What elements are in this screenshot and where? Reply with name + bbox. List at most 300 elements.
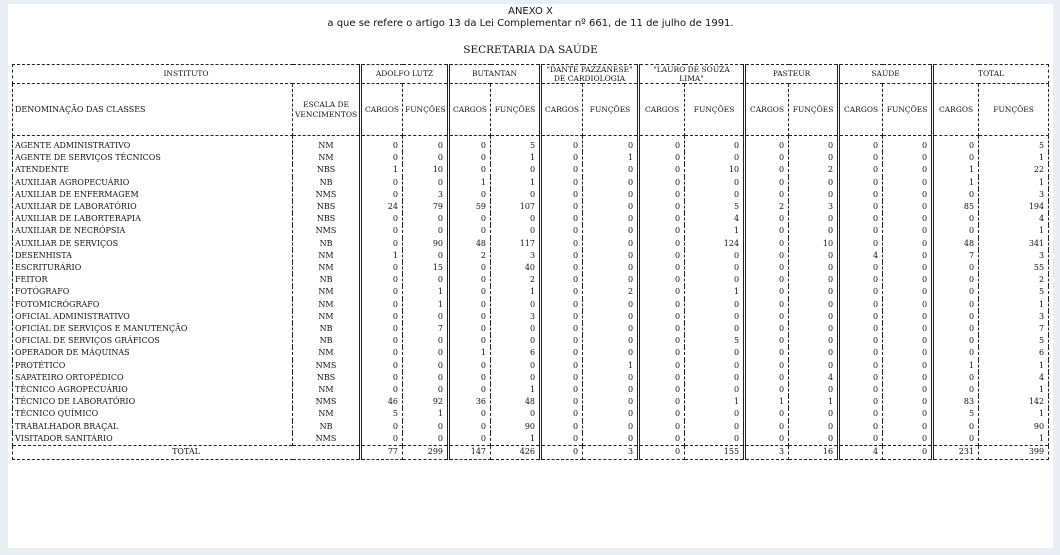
cargos-value-cell: 0	[839, 262, 883, 274]
cargos-value-cell: 46	[361, 396, 403, 408]
cargos-value-cell: 0	[361, 136, 403, 153]
funcoes-value-cell: 0	[883, 225, 933, 237]
cargos-value-cell: 85	[933, 201, 979, 213]
institute-header: "DANTE PAZZANESE" DE CARDIOLOGIA	[541, 65, 639, 84]
annex-title: ANEXO X	[508, 6, 553, 17]
cargos-value-cell: 0	[745, 286, 789, 298]
table-body	[13, 136, 1049, 446]
funcoes-value-cell: 2	[583, 286, 639, 298]
funcoes-header: FUNÇÕES	[789, 84, 839, 136]
cargos-value-cell: 0	[639, 250, 685, 262]
class-name-cell: DESENHISTA	[13, 250, 293, 262]
cargos-value-cell: 24	[361, 201, 403, 213]
cargos-total-cell: 231	[933, 446, 979, 460]
funcoes-value-cell: 0	[403, 250, 449, 262]
cargos-value-cell: 0	[839, 433, 883, 446]
table-row	[13, 323, 1049, 335]
funcoes-value-cell: 3	[789, 201, 839, 213]
cargos-value-cell: 0	[839, 286, 883, 298]
cargos-value-cell: 1	[745, 396, 789, 408]
funcoes-value-cell: 0	[685, 189, 745, 201]
denominacao-header: DENOMINAÇÃO DAS CLASSES	[13, 84, 293, 136]
salary-scale-cell: NB	[293, 274, 361, 286]
cargos-value-cell: 0	[449, 433, 491, 446]
cargos-value-cell: 0	[933, 299, 979, 311]
funcoes-value-cell: 0	[789, 250, 839, 262]
funcoes-value-cell: 15	[403, 262, 449, 274]
funcoes-value-cell: 0	[789, 299, 839, 311]
funcoes-value-cell: 124	[685, 238, 745, 250]
cargos-value-cell: 0	[639, 360, 685, 372]
funcoes-value-cell: 0	[883, 311, 933, 323]
cargos-value-cell: 0	[639, 372, 685, 384]
funcoes-header: FUNÇÕES	[491, 84, 541, 136]
funcoes-value-cell: 0	[583, 225, 639, 237]
salary-scale-cell: NMS	[293, 396, 361, 408]
funcoes-value-cell: 0	[403, 311, 449, 323]
cargos-value-cell: 0	[745, 177, 789, 189]
funcoes-value-cell: 2	[789, 164, 839, 176]
funcoes-value-cell: 3	[979, 311, 1049, 323]
funcoes-value-cell: 0	[789, 274, 839, 286]
funcoes-value-cell: 3	[491, 311, 541, 323]
cargos-header: CARGOS	[839, 84, 883, 136]
cargos-value-cell: 1	[361, 250, 403, 262]
cargos-value-cell: 0	[745, 372, 789, 384]
cargos-value-cell: 0	[745, 421, 789, 433]
cargos-value-cell: 0	[541, 433, 583, 446]
cargos-value-cell: 0	[449, 152, 491, 164]
cargos-value-cell: 0	[361, 152, 403, 164]
cargos-value-cell: 0	[449, 372, 491, 384]
salary-scale-cell: NBS	[293, 213, 361, 225]
institute-header: BUTANTAN	[449, 65, 541, 84]
salary-scale-cell: NMS	[293, 225, 361, 237]
table-row	[13, 250, 1049, 262]
cargos-value-cell: 0	[933, 152, 979, 164]
total-row	[13, 446, 1049, 460]
funcoes-value-cell: 0	[685, 408, 745, 420]
salary-scale-cell: NMS	[293, 433, 361, 446]
funcoes-value-cell: 0	[685, 421, 745, 433]
funcoes-value-cell: 0	[403, 152, 449, 164]
funcoes-value-cell: 0	[583, 213, 639, 225]
cargos-value-cell: 0	[639, 347, 685, 359]
funcoes-value-cell: 1	[491, 286, 541, 298]
cargos-value-cell: 0	[933, 335, 979, 347]
funcoes-value-cell: 0	[583, 136, 639, 153]
salary-scale-cell: NB	[293, 238, 361, 250]
cargos-value-cell: 0	[745, 136, 789, 153]
class-name-cell: ATENDENTE	[13, 164, 293, 176]
funcoes-value-cell: 0	[883, 347, 933, 359]
cargos-value-cell: 0	[839, 152, 883, 164]
cargos-value-cell: 0	[839, 372, 883, 384]
total-label: TOTAL	[13, 446, 361, 460]
funcoes-value-cell: 4	[979, 372, 1049, 384]
funcoes-value-cell: 0	[685, 372, 745, 384]
cargos-value-cell: 0	[639, 299, 685, 311]
funcoes-value-cell: 10	[685, 164, 745, 176]
cargos-value-cell: 0	[361, 335, 403, 347]
funcoes-value-cell: 0	[403, 347, 449, 359]
funcoes-value-cell: 0	[789, 213, 839, 225]
cargos-value-cell: 0	[839, 311, 883, 323]
cargos-value-cell: 0	[449, 286, 491, 298]
cargos-header: CARGOS	[745, 84, 789, 136]
cargos-value-cell: 83	[933, 396, 979, 408]
cargos-value-cell: 0	[839, 238, 883, 250]
table-row	[13, 152, 1049, 164]
funcoes-value-cell: 0	[883, 433, 933, 446]
funcoes-value-cell: 0	[491, 372, 541, 384]
funcoes-value-cell: 1	[491, 433, 541, 446]
table-row	[13, 360, 1049, 372]
funcoes-value-cell: 0	[883, 372, 933, 384]
funcoes-value-cell: 1	[685, 225, 745, 237]
funcoes-value-cell: 0	[583, 408, 639, 420]
cargos-value-cell: 0	[839, 136, 883, 153]
cargos-value-cell: 0	[745, 433, 789, 446]
cargos-value-cell: 0	[745, 213, 789, 225]
funcoes-value-cell: 0	[583, 189, 639, 201]
class-name-cell: TÉCNICO QUÍMICO	[13, 408, 293, 420]
funcoes-value-cell: 0	[789, 323, 839, 335]
cargos-value-cell: 0	[361, 360, 403, 372]
funcoes-total-cell: 399	[979, 446, 1049, 460]
salary-scale-cell: NB	[293, 335, 361, 347]
funcoes-value-cell: 0	[403, 274, 449, 286]
funcoes-value-cell: 1	[403, 299, 449, 311]
cargos-value-cell: 0	[541, 152, 583, 164]
funcoes-value-cell: 0	[789, 408, 839, 420]
table-row	[13, 421, 1049, 433]
funcoes-value-cell: 0	[583, 250, 639, 262]
cargos-total-cell: 0	[541, 446, 583, 460]
funcoes-value-cell: 48	[491, 396, 541, 408]
cargos-value-cell: 0	[541, 177, 583, 189]
cargos-value-cell: 0	[449, 323, 491, 335]
cargos-value-cell: 0	[839, 189, 883, 201]
cargos-value-cell: 0	[745, 347, 789, 359]
funcoes-value-cell: 1	[685, 286, 745, 298]
cargos-value-cell: 1	[449, 177, 491, 189]
class-name-cell: VISITADOR SANITÁRIO	[13, 433, 293, 446]
cargos-value-cell: 0	[449, 136, 491, 153]
table-row	[13, 299, 1049, 311]
funcoes-header: FUNÇÕES	[883, 84, 933, 136]
funcoes-header: FUNÇÕES	[685, 84, 745, 136]
cargos-value-cell: 0	[361, 421, 403, 433]
cargos-value-cell: 0	[541, 189, 583, 201]
funcoes-value-cell: 0	[883, 136, 933, 153]
cargos-value-cell: 0	[639, 238, 685, 250]
cargos-value-cell: 0	[745, 189, 789, 201]
cargos-value-cell: 0	[745, 335, 789, 347]
cargos-value-cell: 0	[541, 299, 583, 311]
funcoes-value-cell: 0	[685, 250, 745, 262]
salary-scale-cell: NM	[293, 311, 361, 323]
table-row	[13, 372, 1049, 384]
cargos-value-cell: 0	[541, 164, 583, 176]
funcoes-value-cell: 0	[403, 335, 449, 347]
funcoes-value-cell: 0	[685, 274, 745, 286]
cargos-value-cell: 0	[639, 433, 685, 446]
cargos-value-cell: 0	[639, 384, 685, 396]
funcoes-value-cell: 0	[583, 347, 639, 359]
funcoes-value-cell: 0	[583, 384, 639, 396]
funcoes-value-cell: 0	[685, 347, 745, 359]
funcoes-value-cell: 4	[685, 213, 745, 225]
cargos-value-cell: 0	[361, 213, 403, 225]
cargos-value-cell: 0	[449, 360, 491, 372]
cargos-value-cell: 0	[541, 201, 583, 213]
cargos-value-cell: 0	[933, 384, 979, 396]
cargos-total-cell: 147	[449, 446, 491, 460]
funcoes-value-cell: 1	[979, 433, 1049, 446]
funcoes-value-cell: 1	[979, 152, 1049, 164]
cargos-value-cell: 0	[361, 225, 403, 237]
cargos-value-cell: 0	[449, 262, 491, 274]
funcoes-value-cell: 0	[789, 262, 839, 274]
funcoes-value-cell: 0	[583, 274, 639, 286]
institute-header: "LAURO DE SOUZA LIMA"	[639, 65, 745, 84]
funcoes-value-cell: 0	[491, 225, 541, 237]
cargos-value-cell: 0	[361, 177, 403, 189]
funcoes-value-cell: 107	[491, 201, 541, 213]
cargos-value-cell: 0	[933, 421, 979, 433]
cargos-value-cell: 0	[639, 286, 685, 298]
cargos-value-cell: 0	[449, 384, 491, 396]
funcoes-value-cell: 0	[403, 225, 449, 237]
cargos-value-cell: 0	[839, 347, 883, 359]
cargos-value-cell: 0	[541, 408, 583, 420]
funcoes-value-cell: 0	[789, 347, 839, 359]
funcoes-value-cell: 22	[979, 164, 1049, 176]
table-row	[13, 262, 1049, 274]
funcoes-value-cell: 6	[979, 347, 1049, 359]
funcoes-value-cell: 0	[789, 152, 839, 164]
funcoes-value-cell: 0	[883, 323, 933, 335]
funcoes-value-cell: 90	[979, 421, 1049, 433]
cargos-value-cell: 0	[639, 225, 685, 237]
cargos-value-cell: 2	[449, 250, 491, 262]
cargos-value-cell: 0	[639, 421, 685, 433]
cargos-value-cell: 0	[745, 323, 789, 335]
funcoes-value-cell: 0	[583, 396, 639, 408]
funcoes-value-cell: 0	[789, 421, 839, 433]
class-name-cell: OPERADOR DE MÁQUINAS	[13, 347, 293, 359]
funcoes-value-cell: 0	[491, 213, 541, 225]
funcoes-value-cell: 1	[583, 360, 639, 372]
funcoes-value-cell: 3	[403, 189, 449, 201]
class-name-cell: AUXILIAR DE NECRÓPSIA	[13, 225, 293, 237]
cargos-value-cell: 0	[361, 238, 403, 250]
cargos-value-cell: 0	[449, 299, 491, 311]
salary-scale-cell: NMS	[293, 360, 361, 372]
funcoes-value-cell: 1	[979, 225, 1049, 237]
funcoes-value-cell: 0	[491, 189, 541, 201]
funcoes-value-cell: 0	[685, 136, 745, 153]
cargos-value-cell: 0	[639, 311, 685, 323]
funcoes-value-cell: 10	[403, 164, 449, 176]
cargos-value-cell: 0	[745, 384, 789, 396]
table-row	[13, 433, 1049, 446]
class-name-cell: TÉCNICO AGROPECUÁRIO	[13, 384, 293, 396]
funcoes-value-cell: 0	[789, 335, 839, 347]
funcoes-value-cell: 341	[979, 238, 1049, 250]
cargos-header: CARGOS	[541, 84, 583, 136]
cargos-value-cell: 0	[639, 201, 685, 213]
cargos-value-cell: 0	[361, 286, 403, 298]
cargos-value-cell: 0	[541, 421, 583, 433]
funcoes-value-cell: 1	[979, 384, 1049, 396]
cargos-value-cell: 0	[839, 335, 883, 347]
cargos-value-cell: 0	[449, 225, 491, 237]
cargos-value-cell: 0	[933, 323, 979, 335]
funcoes-total-cell: 155	[685, 446, 745, 460]
class-name-cell: AGENTE DE SERVIÇOS TÉCNICOS	[13, 152, 293, 164]
cargos-value-cell: 0	[933, 311, 979, 323]
cargos-value-cell: 2	[745, 201, 789, 213]
cargos-value-cell: 0	[449, 213, 491, 225]
cargos-value-cell: 0	[541, 136, 583, 153]
salary-scale-cell: NM	[293, 408, 361, 420]
cargos-value-cell: 0	[745, 262, 789, 274]
funcoes-value-cell: 0	[491, 335, 541, 347]
cargos-value-cell: 48	[933, 238, 979, 250]
table-row	[13, 136, 1049, 153]
funcoes-value-cell: 5	[979, 335, 1049, 347]
class-name-cell: ESCRITURÁRIO	[13, 262, 293, 274]
salary-scale-cell: NM	[293, 384, 361, 396]
funcoes-value-cell: 4	[789, 372, 839, 384]
cargos-value-cell: 5	[361, 408, 403, 420]
funcoes-value-cell: 0	[789, 177, 839, 189]
funcoes-value-cell: 0	[491, 164, 541, 176]
funcoes-value-cell: 1	[979, 360, 1049, 372]
salary-scale-cell: NMS	[293, 189, 361, 201]
funcoes-value-cell: 92	[403, 396, 449, 408]
table-row	[13, 396, 1049, 408]
cargos-value-cell: 0	[745, 274, 789, 286]
funcoes-value-cell: 5	[979, 286, 1049, 298]
salary-scale-cell: NB	[293, 177, 361, 189]
funcoes-value-cell: 0	[491, 323, 541, 335]
funcoes-value-cell: 0	[491, 360, 541, 372]
funcoes-value-cell: 0	[583, 262, 639, 274]
cargos-value-cell: 0	[361, 189, 403, 201]
cargos-value-cell: 0	[933, 274, 979, 286]
cargos-value-cell: 7	[933, 250, 979, 262]
cargos-value-cell: 0	[639, 189, 685, 201]
cargos-value-cell: 0	[839, 299, 883, 311]
funcoes-value-cell: 117	[491, 238, 541, 250]
funcoes-value-cell: 0	[685, 262, 745, 274]
funcoes-value-cell: 0	[789, 360, 839, 372]
cargos-value-cell: 0	[639, 323, 685, 335]
cargos-value-cell: 0	[361, 347, 403, 359]
funcoes-value-cell: 0	[883, 189, 933, 201]
funcoes-value-cell: 0	[583, 335, 639, 347]
class-name-cell: TRABALHADOR BRAÇAL	[13, 421, 293, 433]
funcoes-value-cell: 0	[883, 408, 933, 420]
funcoes-value-cell: 0	[583, 299, 639, 311]
funcoes-value-cell: 0	[403, 372, 449, 384]
funcoes-value-cell: 0	[789, 384, 839, 396]
funcoes-value-cell: 0	[789, 311, 839, 323]
cargos-value-cell: 0	[449, 408, 491, 420]
cargos-value-cell: 0	[541, 311, 583, 323]
cargos-value-cell: 0	[745, 225, 789, 237]
cargos-value-cell: 1	[933, 177, 979, 189]
funcoes-value-cell: 1	[979, 408, 1049, 420]
funcoes-value-cell: 0	[883, 335, 933, 347]
funcoes-value-cell: 0	[583, 372, 639, 384]
cargos-value-cell: 0	[839, 274, 883, 286]
class-name-cell: AUXILIAR DE ENFERMAGEM	[13, 189, 293, 201]
funcoes-value-cell: 0	[685, 433, 745, 446]
cargos-header: CARGOS	[449, 84, 491, 136]
table-row	[13, 274, 1049, 286]
cargos-value-cell: 0	[839, 384, 883, 396]
table-row	[13, 238, 1049, 250]
funcoes-value-cell: 1	[979, 177, 1049, 189]
funcoes-value-cell: 79	[403, 201, 449, 213]
institute-header: ADOLFO LUTZ	[361, 65, 449, 84]
salary-scale-cell: NB	[293, 323, 361, 335]
cargos-value-cell: 0	[933, 433, 979, 446]
cargos-value-cell: 0	[639, 136, 685, 153]
table-row	[13, 164, 1049, 176]
cargos-value-cell: 5	[933, 408, 979, 420]
cargos-value-cell: 0	[839, 408, 883, 420]
cargos-total-cell: 77	[361, 446, 403, 460]
cargos-value-cell: 0	[541, 286, 583, 298]
class-name-cell: AUXILIAR DE LABORTERAPIA	[13, 213, 293, 225]
table-row	[13, 177, 1049, 189]
salary-scale-cell: NBS	[293, 372, 361, 384]
funcoes-value-cell: 1	[685, 396, 745, 408]
funcoes-value-cell: 0	[789, 286, 839, 298]
class-name-cell: TÉCNICO DE LABORATÓRIO	[13, 396, 293, 408]
funcoes-value-cell: 90	[491, 421, 541, 433]
class-name-cell: AUXILIAR DE SERVIÇOS	[13, 238, 293, 250]
cargos-value-cell: 0	[541, 384, 583, 396]
funcoes-value-cell: 10	[789, 238, 839, 250]
cargos-value-cell: 0	[745, 360, 789, 372]
funcoes-value-cell: 1	[491, 384, 541, 396]
cargos-value-cell: 0	[541, 274, 583, 286]
funcoes-total-cell: 299	[403, 446, 449, 460]
cargos-value-cell: 0	[745, 152, 789, 164]
cargos-value-cell: 0	[933, 372, 979, 384]
funcoes-value-cell: 0	[883, 177, 933, 189]
cargos-value-cell: 0	[449, 421, 491, 433]
cargos-value-cell: 59	[449, 201, 491, 213]
cargos-value-cell: 0	[933, 347, 979, 359]
funcoes-value-cell: 1	[403, 286, 449, 298]
funcoes-value-cell: 0	[883, 396, 933, 408]
cargos-value-cell: 0	[639, 152, 685, 164]
salary-scale-cell: NBS	[293, 201, 361, 213]
class-name-cell: FEITOR	[13, 274, 293, 286]
class-name-cell: FOTOMICRÓGRAFO	[13, 299, 293, 311]
salary-scale-cell: NM	[293, 286, 361, 298]
table-row	[13, 335, 1049, 347]
funcoes-value-cell: 0	[583, 177, 639, 189]
funcoes-value-cell: 3	[979, 189, 1049, 201]
